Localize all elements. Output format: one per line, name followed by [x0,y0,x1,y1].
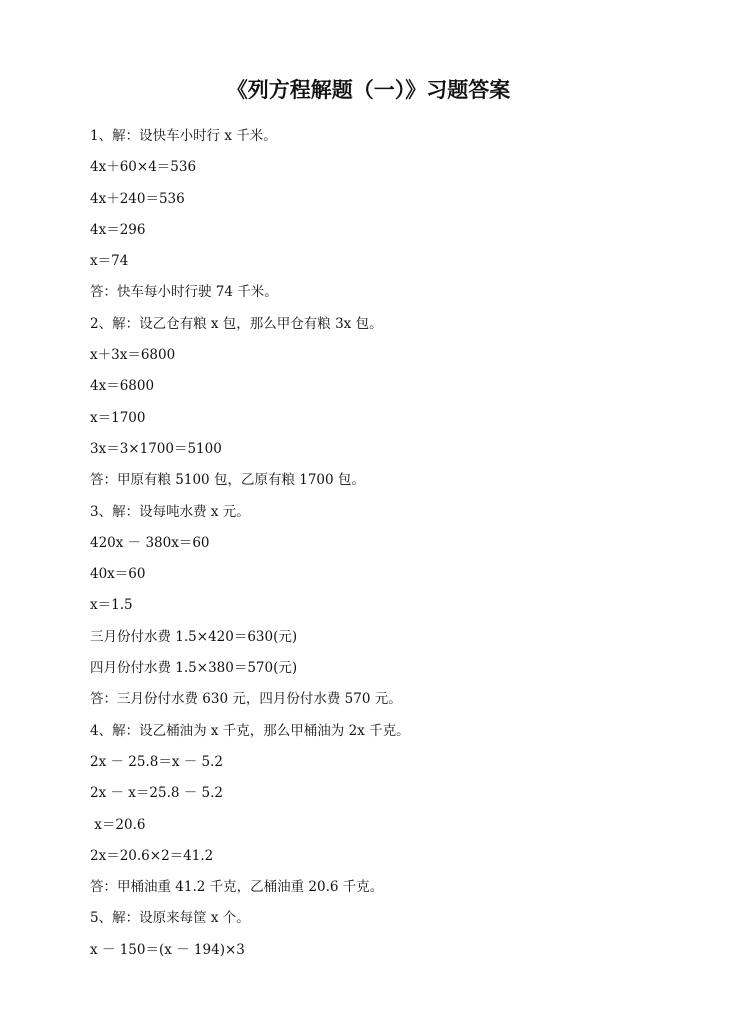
text-line: 4、解：设乙桶油为 x 千克，那么甲桶油为 2x 千克。 [90,722,410,739]
text-line: 4x＋240＝536 [90,190,185,207]
document-title: 《列方程解题（一）》习题答案 [226,78,511,102]
text-line: 答：甲桶油重 41.2 千克，乙桶油重 20.6 千克。 [90,879,384,896]
text-line: 40x＝60 [90,566,146,583]
text-line: 4x＋60×4＝536 [90,159,197,176]
text-line: x＝1.5 [90,597,133,614]
text-line: x＝20.6 [90,816,146,833]
text-line: x＝1700 [90,409,146,426]
text-line: 答：快车每小时行驶 74 千米。 [90,284,278,301]
text-line: 4x＝296 [90,221,146,238]
text-line: 2x － x＝25.8 － 5.2 [90,785,224,802]
text-line: x － 150＝(x － 194)×3 [90,941,245,958]
text-line: 4x＝6800 [90,378,155,395]
text-line: 3x＝3×1700＝5100 [90,440,222,457]
text-line: 3、解：设每吨水费 x 元。 [90,503,250,520]
text-line: 三月份付水费 1.5×420＝630(元) [90,628,298,645]
text-line: 2x＝20.6×2＝41.2 [90,847,214,864]
text-line: 四月份付水费 1.5×380＝570(元) [90,660,298,677]
text-line: 2、解：设乙仓有粮 x 包，那么甲仓有粮 3x 包。 [90,315,383,332]
text-line: 答：三月份付水费 630 元，四月份付水费 570 元。 [90,691,402,708]
text-line: x＋3x＝6800 [90,347,176,364]
text-line: 2x － 25.8＝x － 5.2 [90,753,224,770]
text-line: 答：甲原有粮 5100 包，乙原有粮 1700 包。 [90,472,365,489]
text-line: 1、解：设快车小时行 x 千米。 [90,128,277,144]
answer-content [90,121,690,966]
text-line: 420x － 380x＝60 [90,534,210,551]
text-line: x＝74 [90,253,129,270]
text-line: 5、解：设原来每筐 x 个。 [90,910,250,927]
